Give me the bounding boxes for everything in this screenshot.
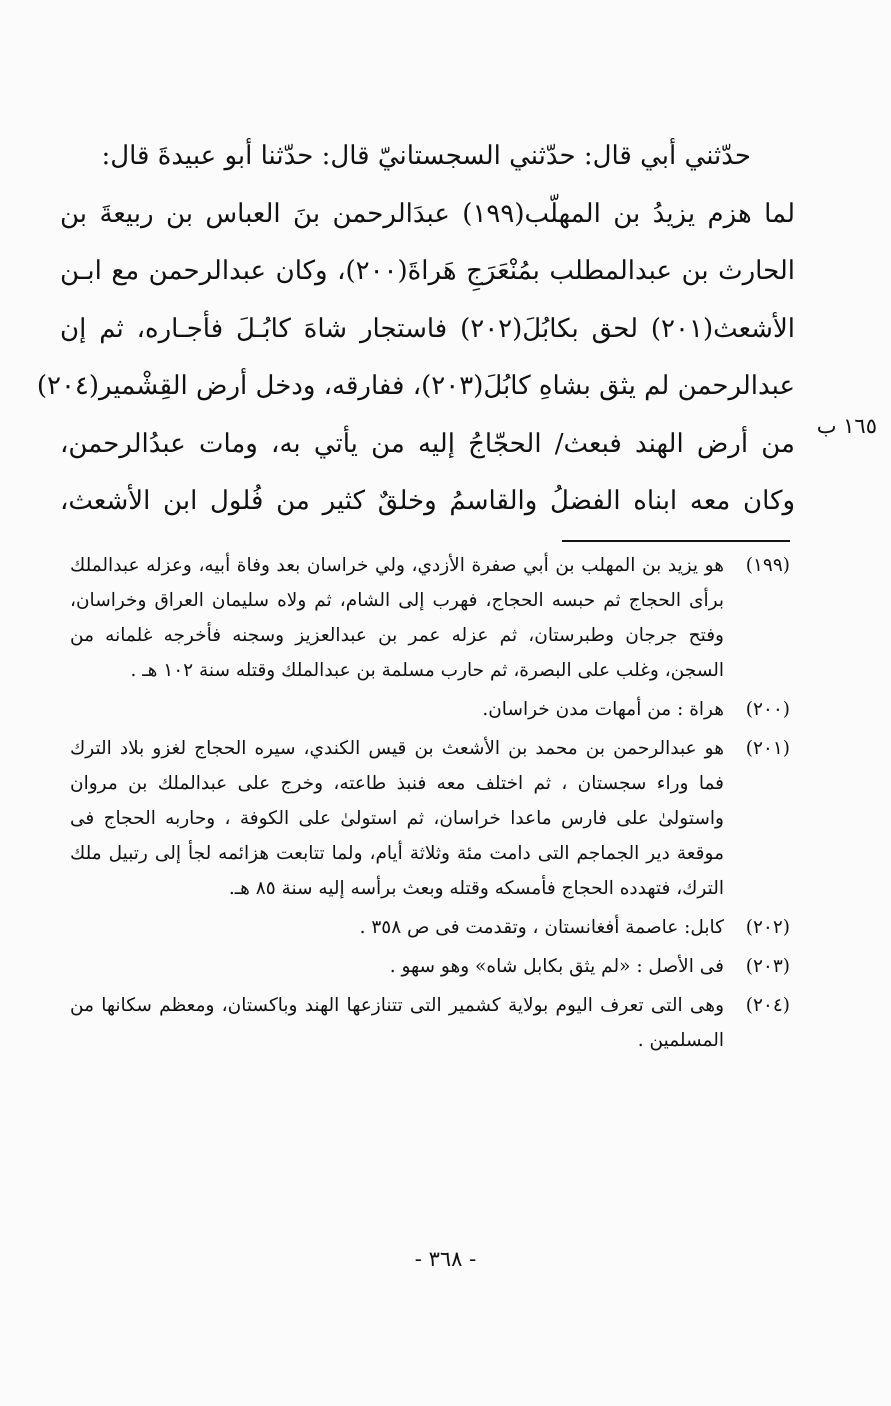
footnote (70, 692, 790, 727)
footnote-text: هو عبدالرحمن بن محمد بن الأشعث بن قيس الكندي، سيره الحجاج لغزو بلاد الترك فما وراء سجستان ، ثم اختلف معه فنبذ طاعته، وخرج على عبدالملك بن مروان واستولىٰ على فارس ماعدا خراسان، ثم استولىٰ على الكوفة ، وحاربه الحجاج فى موقعة دير الجماجم التى دامت مئة وثلاثة أيام، ولما تتابعت هزائمه لجأ إلى رتبيل ملك الترك، فتهدده الحجاج فأمسكه وقتله وبعث برأسه إليه سنة ٨٥ هـ. (70, 738, 724, 899)
footnote (70, 731, 790, 906)
footnote-number: (٢٠٤) (745, 995, 790, 1016)
footnote-number: (٢٠٣) (745, 956, 790, 977)
footnote-text: كابل: عاصمة أفغانستان ، وتقدمت فى ص ٣٥٨ . (359, 917, 724, 938)
footnotes (70, 548, 790, 1062)
footnote-text: هو يزيد بن المهلب بن أبي صفرة الأزدي، ولي خراسان بعد وفاة أبيه، وعزله عبدالملك برأى الحجاج ثم حبسه الحجاج، فهرب إلى الشام، ثم ولاه سليمان العراق وخراسان، وفتح جرجان وطبرستان، ثم عزله عمر بن عبدالعزيز وسجنه فأخرجه غلمانه من السجن، وغلب على البصرة، ثم حارب مسلمة بن عبدالملك وقتله سنة ١٠٢ هـ . (70, 555, 724, 681)
text-line: لما هزم يزيدُ بن المهلّب(١٩٩) عبدَالرحمن بنَ العباس بن ربيعةَ بن (60, 198, 795, 229)
text-line: وكان معه ابناه الفضلُ والقاسمُ وخلقٌ كثير من فُلول ابن الأشعث، (60, 486, 795, 516)
footnote-separator (562, 540, 790, 542)
footnote-text: فى الأصل : «لم يثق بكابل شاه» وهو سهو . (389, 956, 724, 977)
footnote-number: (١٩٩) (745, 555, 790, 576)
text-line: الحارث بن عبدالمطلب بمُنْعَرَجِ هَراةَ(٢٠٠)، وكان عبدالرحمن مع ابـن (60, 256, 795, 286)
text-line: من أرض الهند فبعث/ الحجّاجُ إليه من يأتي به، ومات عبدُالرحمن، (60, 428, 795, 459)
footnote (70, 988, 790, 1058)
footnote (70, 910, 790, 945)
footnote-text: وهى التى تعرف اليوم بولاية كشمير التى تتنازعها الهند وباكستان، ومعظم سكانها من المسلمين . (70, 995, 724, 1051)
footnote-number: (٢٠١) (745, 738, 790, 759)
main-text (36, 128, 795, 531)
footnote-number: (٢٠٢) (745, 917, 790, 938)
page-number: - ٣٦٨ - (414, 1247, 477, 1271)
footnote-text: هراة : من أمهات مدن خراسان. (482, 699, 724, 720)
manuscript-folio-note: ١٦٥ ب (816, 414, 877, 438)
text-line: حدّثني أبي قال: حدّثني السجستانيّ قال: حدّثنا أبو عبيدةَ قال: (101, 141, 751, 171)
footnote-number: (٢٠٠) (745, 699, 790, 720)
footnote (70, 548, 790, 688)
text-line: الأشعث(٢٠١) لحق بكابُلَ(٢٠٢) فاستجار شاهَ كابُـلَ فأجـاره، ثم إن (60, 313, 795, 344)
footnote (70, 949, 790, 984)
text-line: عبدالرحمن لم يثق بشاهِ كابُلَ(٢٠٣)، ففارقه، ودخل أرض القِشْمير(٢٠٤) (36, 371, 795, 401)
